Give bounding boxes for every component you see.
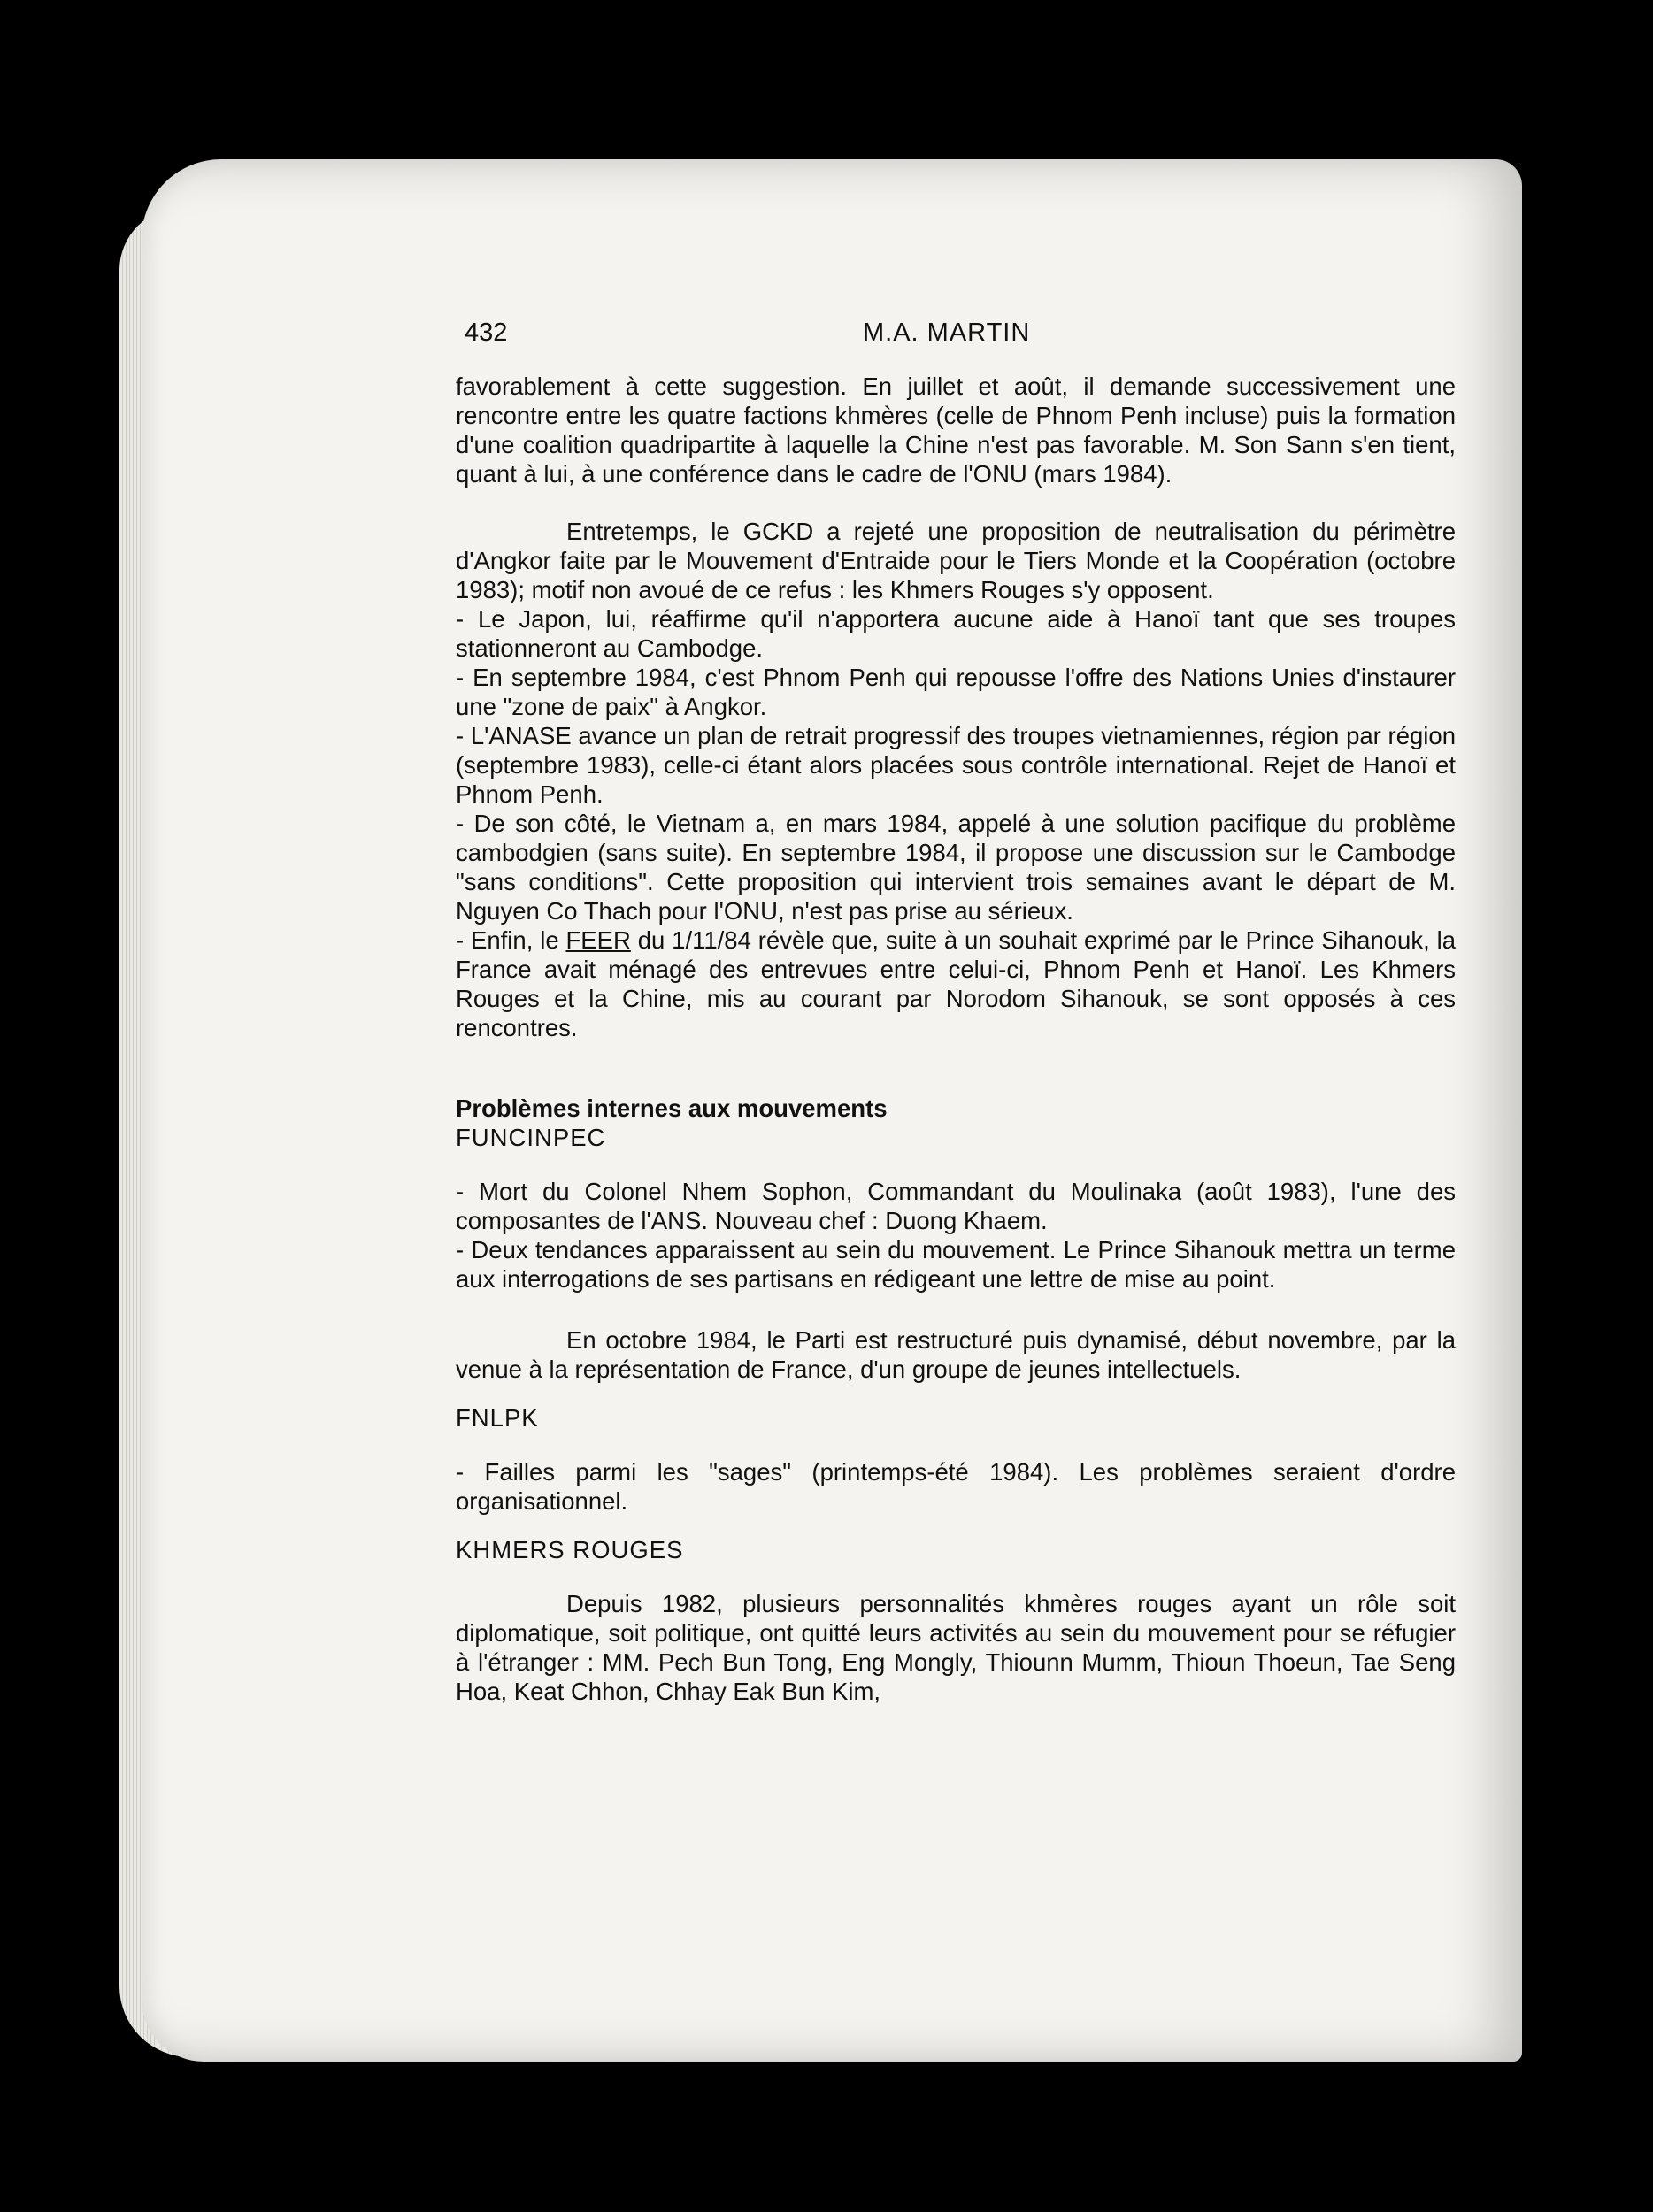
heading-khmers-rouges: KHMERS ROUGES bbox=[456, 1536, 684, 1563]
page-number: 432 bbox=[465, 319, 508, 347]
heading-fnlpk: FNLPK bbox=[456, 1404, 539, 1432]
paragraph-intro: favorablement à cette suggestion. En juillet et août, il demande successivement une rencontre entre les quatre factions khmères (celle de Phnom Penh incluse) puis la formation d'une coalition quadripartite à laquelle la Chine n'est pas favorable. M. Son Sann s'en tient, quant à lui, à une conférence dans le cadre de l'ONU (mars 1984). bbox=[456, 373, 1456, 488]
paragraph-vietnam: - De son côté, le Vietnam a, en mars 1984, appelé à une solution pacifique du problème cambodgien (sans suite). En septembre 1984, il propose une discussion sur le Cambodge "sans conditions". Cette proposition qui intervient trois semaines avant le départ de M. Nguyen Co Thach pour l'ONU, n'est pas prise au sérieux. bbox=[456, 810, 1456, 925]
paragraph-septembre: - En septembre 1984, c'est Phnom Penh qui repousse l'offre des Nations Unies d'instaurer une "zone de paix" à Angkor. bbox=[456, 664, 1456, 720]
heading-funcinpec: FUNCINPEC bbox=[456, 1124, 606, 1151]
khmers-rouges-paragraph: Depuis 1982, plusieurs personnalités khmères rouges ayant un rôle soit diplomatique, soit politique, ont quitté leurs activités au sein du mouvement pour se réfugier à l'étranger : MM. Pech Bun Tong, Eng Mongly, Thiounn Mumm, Thioun Thoeun, Tae Seng Hoa, Keat Chhon, Chhay Eak Bun Kim, bbox=[456, 1590, 1456, 1705]
paragraph-anase: - L'ANASE avance un plan de retrait progressif des troupes vietnamiennes, région par région (septembre 1983), celle-ci étant alors placées sous contrôle international. Rejet de Hanoï et Phnom Penh. bbox=[456, 722, 1456, 808]
paragraph-japon: - Le Japon, lui, réaffirme qu'il n'apportera aucune aide à Hanoï tant que ses troupes stationneront au Cambodge. bbox=[456, 605, 1456, 662]
feer-reference: FEER bbox=[565, 926, 631, 954]
section-title: Problèmes internes aux mouvements bbox=[456, 1094, 888, 1122]
paragraph-entretemps: Entretemps, le GCKD a rejeté une proposition de neutralisation du périmètre d'Angkor faite par le Mouvement d'Entraide pour le Tiers Monde et la Coopération (octobre 1983); motif non avoué de ce refus : les Khmers Rouges s'y opposent. bbox=[456, 518, 1456, 603]
fnlpk-item: - Failles parmi les "sages" (printemps-été 1984). Les problèmes seraient d'ordre organisationnel. bbox=[456, 1458, 1456, 1515]
page-content bbox=[456, 319, 1456, 1706]
funcinpec-item: - Mort du Colonel Nhem Sophon, Commandant du Moulinaka (août 1983), l'une des composantes de l'ANS. Nouveau chef : Duong Khaem. bbox=[456, 1178, 1456, 1234]
funcinpec-paragraph: En octobre 1984, le Parti est restructuré puis dynamisé, début novembre, par la venue à la représentation de France, d'un groupe de jeunes intellectuels. bbox=[456, 1326, 1456, 1383]
running-title: M.A. MARTIN bbox=[863, 319, 1031, 347]
page-header bbox=[456, 319, 1456, 363]
paragraph-feer: - Enfin, le FEER du 1/11/84 révèle que, suite à un souhait exprimé par le Prince Sihanouk, la France avait ménagé des entrevues entre celui-ci, Phnom Penh et Hanoï. Les Khmers Rouges et la Chine, mis au courant par Norodom Sihanouk, se sont opposés à ces rencontres. bbox=[456, 926, 1456, 1041]
funcinpec-item: - Deux tendances apparaissent au sein du mouvement. Le Prince Sihanouk mettra un terme aux interrogations de ses partisans en rédigeant une lettre de mise au point. bbox=[456, 1236, 1456, 1293]
